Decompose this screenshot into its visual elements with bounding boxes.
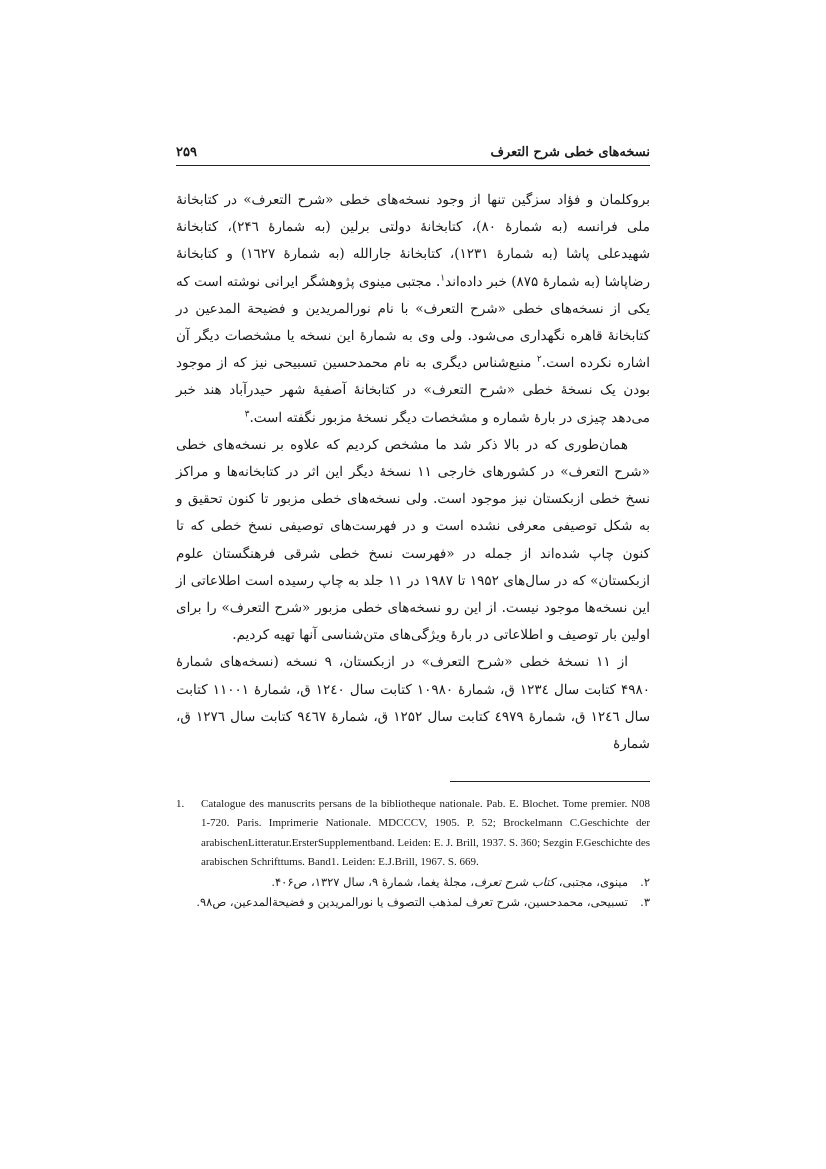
- footnote-3: [176, 893, 650, 911]
- paragraph-1-part-b: . مجتبی مینوی پژوهشگر ایرانی نوشته است که یکی از نسخه‌های خطی «شرح التعرف» با نام نورالمریدین و فضیحة المدعین در کتابخانهٔ قاهره نگهداری می‌شود. ولی وی به شمارهٔ این نسخه یا مشخصات دیگر آن اشاره نکرده است.: [176, 273, 650, 372]
- footnote-2-book-title: کتاب شرح تعرف: [474, 875, 556, 889]
- paragraph-3: از ۱۱ نسخهٔ خطی «شرح التعرف» در ازبکستان، ۹ نسخه (نسخه‌های شمارهٔ ۴۹۸۰ کتابت سال ۱۲۳٤ ق، شمارهٔ ۱۰۹۸۰ کتابت سال ۱۲٤۰ ق، شمارهٔ ۱۱۰۰۱ کتابت سال ۱۲٤٦ ق، شمارهٔ ٤۹۷۹ کتابت سال ۱۲۵۲ ق، شمارهٔ ۹٤٦۷ کتابت سال ۱۲۷٦ ق، شمارهٔ: [176, 654, 651, 753]
- footnote-3-text: تسبیحی، محمدحسین، شرح تعرف لمذهب التصوف یا نورالمریدین و فضیحةالمدعین، ص۹۸.: [196, 895, 628, 909]
- paragraph-1: [176, 187, 650, 432]
- footnote-ref-2: ۲: [536, 354, 542, 365]
- footnote-2-text-b: ، مجلهٔ یغما، شمارهٔ ۹، سال ۱۳۲۷، ص۴۰۶.: [271, 875, 475, 889]
- page-header: [176, 143, 650, 166]
- footnote-1-number: 1.: [176, 798, 185, 810]
- footnote-2: [176, 873, 650, 891]
- page-number: ۲۵۹: [176, 145, 197, 160]
- footnote-ref-3: ۳: [244, 409, 250, 420]
- paragraph-1-part-c: منبع‌شناس دیگری به نام محمدحسین تسبیحی نیز که از موجود بودن یک نسخهٔ خطی «شرح التعرف» در کتابخانهٔ آصفیهٔ شهر حیدرآباد هند خبر می‌دهد چیزی در بارهٔ شماره و مشخصات دیگر نسخهٔ مزبور نگفته است.: [176, 355, 650, 426]
- paragraph-2: همان‌طوری که در بالا ذکر شد ما مشخص کردیم که علاوه بر نسخه‌های خطی «شرح التعرف» در کشورهای خارجی ۱۱ نسخهٔ دیگر این اثر در کتابخانه‌ها و مراکز نسخ خطی ازبکستان نیز موجود است. ولی نسخه‌های خطی مزبور تا کنون تحقیق و به شکل توصیفی معرفی نشده است و در فهرست‌های توصیفی نسخ خطی که تا کنون چاپ شده‌اند از جمله در «فهرست نسخ خطی شرقی فرهنگستان علوم ازبکستان» که در سال‌های ۱۹۵۲ تا ۱۹۸۷ در ۱۱ جلد به چاپ رسیده است اطلاعاتی از این نسخه‌ها موجود نیست. از این رو نسخه‌های خطی مزبور «شرح التعرف» را برای اولین بار توصیف و اطلاعاتی در بارهٔ ویژگی‌های متن‌شناسی آنها تهیه کردیم.: [176, 436, 651, 644]
- footnote-separator: [450, 781, 650, 782]
- body-text: [176, 187, 650, 758]
- footnote-1-text: Catalogue des manuscrits persans de la bibliotheque nationale. Pab. E. Blochet. Tome premier. N08 1-720. Paris. Imprimerie Nationale. MDCCCV, 1905. P. 52; Brockelmann C.Geschichte der arabischenLitteratur.ErsterSupplementband. Leiden: E. J. Brill, 1937. S. 360; Sezgin F.Geschichte des arabischen Schrifttums. Band1. Leiden: E.J.Brill, 1967. S. 669.: [201, 798, 650, 868]
- footnote-3-number: ۳.: [640, 895, 650, 909]
- running-title: نسخه‌های خطی شرح التعرف: [490, 145, 650, 160]
- footnote-2-text-a: مینوی، مجتبی،: [555, 875, 628, 889]
- footnote-1: [176, 795, 650, 872]
- footnote-ref-1: ۱: [440, 273, 446, 284]
- footnote-2-number: ۲.: [640, 875, 650, 889]
- paragraph-1-part-a: بروکلمان و فؤاد سزگین تنها از وجود نسخه‌های خطی «شرح التعرف» در کتابخانهٔ ملی فرانسه (به شمارهٔ ۸۰)، کتابخانهٔ دولتی برلین (به شمارهٔ ۲۴٦)، کتابخانهٔ شهیدعلی پاشا (به شمارهٔ ۱۲۳۱)، کتابخانهٔ جارالله (به شمارهٔ ۱٦۲۷) و کتابخانهٔ رضاپاشا (به شمارهٔ ۸۷۵) خبر داده‌اند: [176, 192, 650, 290]
